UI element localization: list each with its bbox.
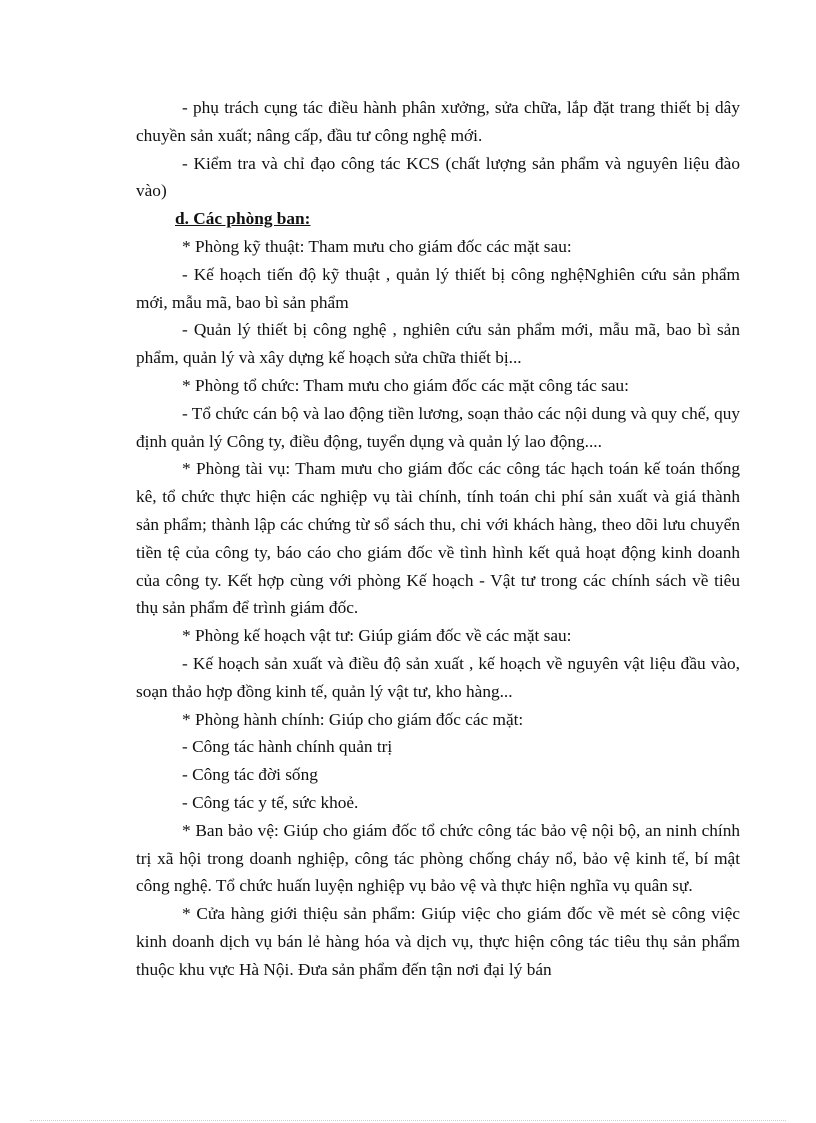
paragraph: - Tổ chức cán bộ và lao động tiền lương, soạn thảo các nội dung và quy chế, quy định quản lý Công ty, điều động, tuyển dụng và quản lý lao động.... bbox=[136, 403, 740, 451]
paragraph: - Kế hoạch tiến độ kỹ thuật , quản lý thiết bị công nghệNghiên cứu sản phẩm mới, mẫu mã, bao bì sản phẩm bbox=[136, 264, 740, 312]
document-page bbox=[136, 94, 740, 984]
section-heading bbox=[136, 205, 740, 233]
paragraph: - Quản lý thiết bị công nghệ , nghiên cứu sản phẩm mới, mẫu mã, bao bì sản phẩm, quản lý và xây dựng kế hoạch sửa chữa thiết bị... bbox=[136, 320, 740, 368]
paragraph: - Công tác đời sống bbox=[182, 765, 318, 785]
paragraph: * Phòng kỹ thuật: Tham mưu cho giám đốc các mặt sau: bbox=[182, 236, 572, 256]
page-bottom-rule bbox=[30, 1120, 786, 1121]
paragraph: * Phòng tổ chức: Tham mưu cho giám đốc các mặt công tác sau: bbox=[182, 375, 629, 395]
paragraph: - Kế hoạch sản xuất và điều độ sản xuất , kế hoạch về nguyên vật liệu đầu vào, soạn thảo hợp đồng kinh tế, quản lý vật tư, kho hàng... bbox=[136, 653, 740, 701]
section-heading-text: d. Các phòng ban: bbox=[175, 209, 311, 229]
paragraph: - phụ trách cụng tác điều hành phân xưởng, sửa chữa, lắp đặt trang thiết bị dây chuyền sản xuất; nâng cấp, đầu tư công nghệ mới. bbox=[136, 98, 740, 145]
paragraph: - Công tác y tế, sức khoẻ. bbox=[182, 792, 359, 812]
paragraph: * Phòng tài vụ: Tham mưu cho giám đốc các công tác hạch toán kế toán thống kê, tổ chức thực hiện các nghiệp vụ tài chính, tính toán chi phí sản xuất và giá thành sản phẩm; thành lập các chứng từ sổ sách thu, chi với khách hàng, theo dõi lưu chuyển tiền tệ của công ty, báo cáo cho giám đốc về tình hình kết quả hoạt động kinh doanh của công ty. Kết hợp cùng với phòng Kế hoạch - Vật tư trong các chính sách về tiêu thụ sản phẩm để trình giám đốc. bbox=[136, 459, 740, 618]
paragraph: * Ban bảo vệ: Giúp cho giám đốc tổ chức công tác bảo vệ nội bộ, an ninh chính trị xã hội trong doanh nghiệp, công tác phòng chống cháy nổ, bảo vệ kinh tế, bí mật công nghệ. Tổ chức huấn luyện nghiệp vụ bảo vệ và thực hiện nghĩa vụ quân sự. bbox=[136, 820, 740, 896]
paragraph: * Phòng hành chính: Giúp cho giám đốc các mặt: bbox=[182, 709, 524, 729]
paragraph: - Kiểm tra và chỉ đạo công tác KCS (chất lượng sản phẩm và nguyên liệu đào vào) bbox=[136, 153, 740, 201]
paragraph: * Cửa hàng giới thiệu sản phẩm: Giúp việc cho giám đốc về mét sè công việc kinh doanh dịch vụ bán lẻ hàng hóa và dịch vụ, thực hiện công tác tiêu thụ sản phẩm thuộc khu vực Hà Nội. Đưa sản phẩm đến tận nơi đại lý bán bbox=[136, 904, 740, 979]
paragraph: * Phòng kế hoạch vật tư: Giúp giám đốc về các mặt sau: bbox=[182, 626, 572, 646]
paragraph: - Công tác hành chính quản trị bbox=[182, 737, 393, 757]
